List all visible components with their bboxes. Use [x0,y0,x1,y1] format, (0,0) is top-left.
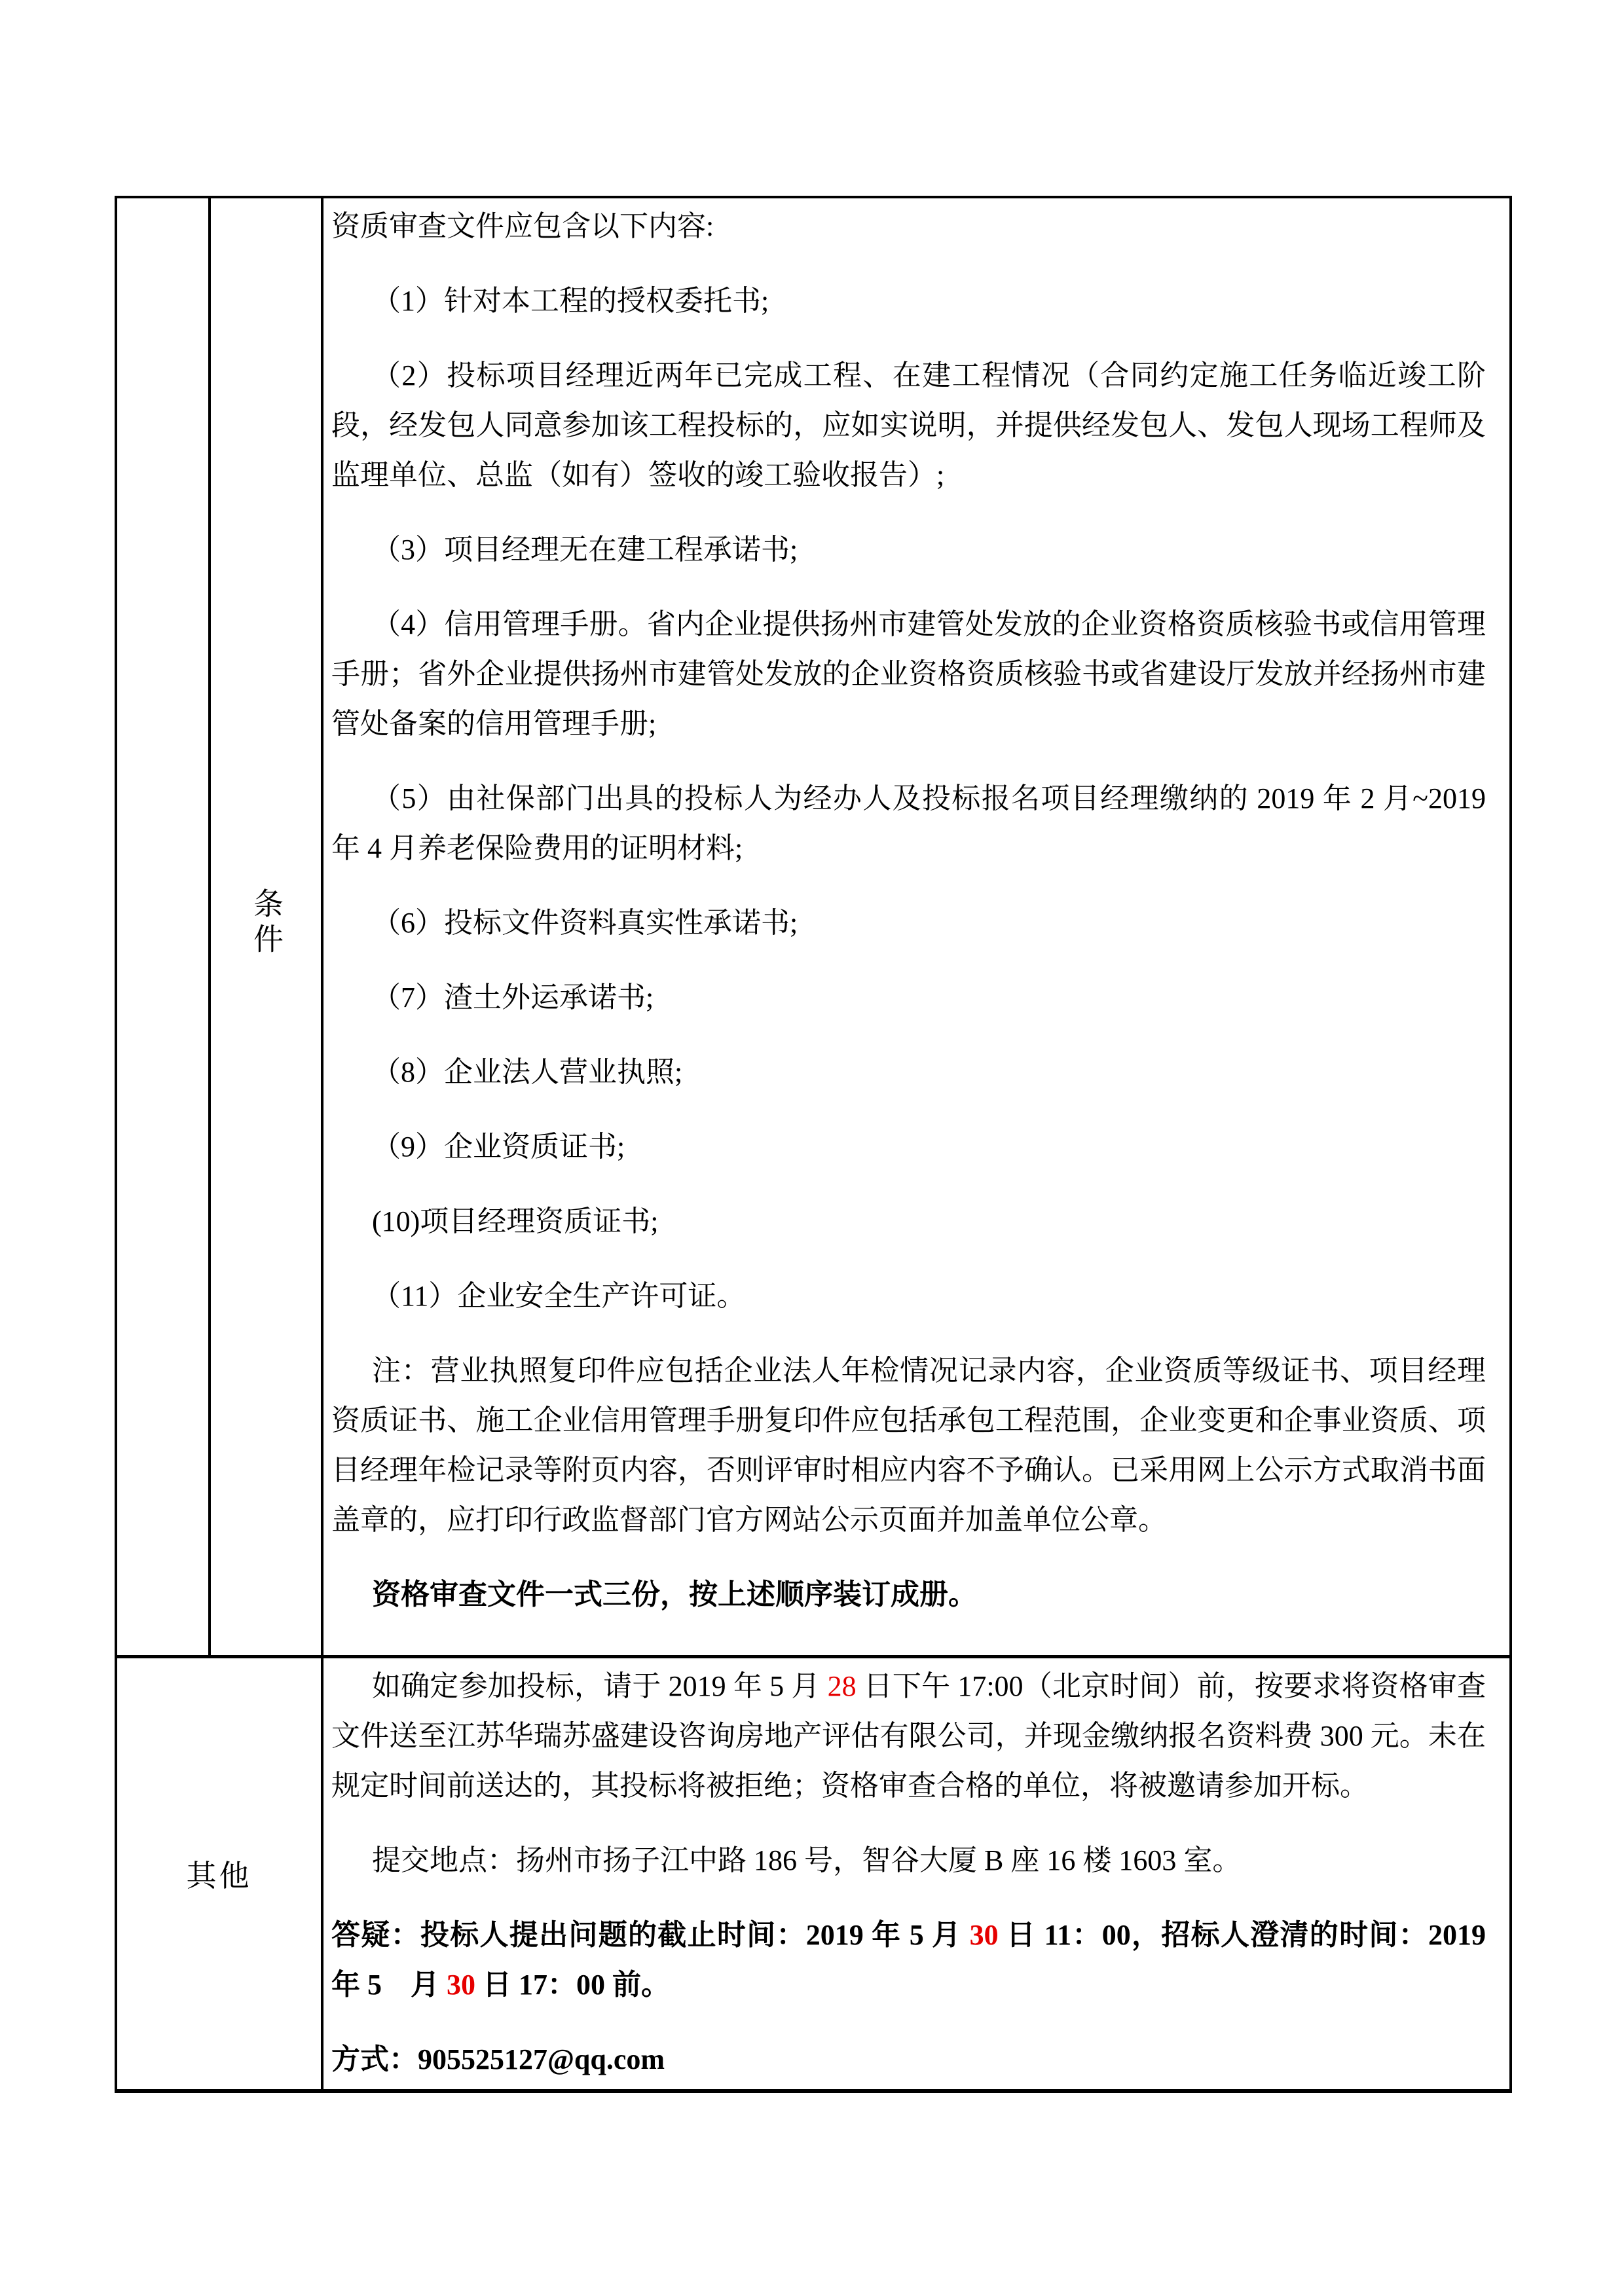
text-segment: 提交地点：扬州市扬子江中路 186 号，智谷大厦 B 座 16 楼 1603 室。 [372,1844,1242,1876]
table-row-other [116,1656,1511,2091]
paragraph [331,202,1486,251]
text-segment: (10)项目经理资质证书; [372,1205,659,1237]
text-segment: 资质审查文件应包含以下内容: [331,210,714,242]
text-segment: （11）企业安全生产许可证。 [372,1280,746,1312]
paragraph [331,600,1486,749]
text-segment: 日 17：00 前。 [475,1968,670,2001]
paragraph [331,1836,1486,1886]
empty-cell [116,197,210,1656]
paragraph [331,898,1486,948]
other-content-cell [322,1656,1511,2091]
paragraph [331,973,1486,1023]
paragraph [331,774,1486,873]
paragraph [331,2035,1486,2085]
conditions-label: 条件 [249,887,283,958]
conditions-content-cell [322,197,1511,1656]
highlighted-date: 30 [447,1968,475,2001]
paragraph [331,1197,1486,1247]
text-segment: 日 11：00，招标人澄清的时间：2019 年 5 月 [331,1918,1486,2001]
text-segment: 方式：905525127@qq.com [331,2043,665,2075]
text-segment: （1）针对本工程的授权委托书; [372,285,769,317]
text-segment: 注：营业执照复印件应包括企业法人年检情况记录内容，企业资质等级证书、项目经理资质证书、施工企业信用管理手册复印件应包括承包工程范围，企业变更和企事业资质、项目经理年检记录等附页内容，否则评审时相应内容不予确认。已采用网上公示方式取消书面盖章的，应打印行政监督部门官方网站公示页面并加盖单位公章。 [331,1355,1486,1536]
table-row-conditions [116,197,1511,1656]
text-segment: 如确定参加投标，请于 2019 年 5 月 [372,1669,828,1702]
row-label-conditions-cell [210,197,322,1656]
paragraph [331,1122,1486,1172]
paragraph [331,1570,1486,1620]
text-segment: （2）投标项目经理近两年已完成工程、在建工程情况（合同约定施工任务临近竣工阶段，经发包人同意参加该工程投标的，应如实说明，并提供经发包人、发包人现场工程师及监理单位、总监（如有）签收的竣工验收报告）; [331,359,1486,491]
paragraph [331,1271,1486,1321]
text-segment: （5）由社保部门出具的投标人为经办人及投标报名项目经理缴纳的 2019 年 2 月~2019 年 4 月养老保险费用的证明材料; [331,782,1486,864]
paragraph [331,1662,1486,1811]
qualification-table [115,196,1512,2093]
highlighted-date: 28 [827,1669,857,1702]
text-segment: （3）项目经理无在建工程承诺书; [372,534,798,566]
row-label-other-cell [116,1656,322,2091]
paragraph [331,351,1486,500]
text-segment: 答疑：投标人提出问题的截止时间：2019 年 5 月 [331,1918,970,1951]
text-segment: （6）投标文件资料真实性承诺书; [372,907,798,939]
paragraph [331,276,1486,326]
text-segment: （8）企业法人营业执照; [372,1056,683,1088]
other-label: 其他 [186,1859,252,1893]
paragraph [331,1048,1486,1097]
text-segment: （4）信用管理手册。省内企业提供扬州市建管处发放的企业资格资质核验书或信用管理手册；省外企业提供扬州市建管处发放的企业资格资质核验书或省建设厅发放并经扬州市建管处备案的信用管理手册; [331,608,1486,740]
highlighted-date: 30 [969,1918,999,1951]
paragraph [331,1910,1486,2010]
paragraph [331,525,1486,575]
text-segment: （7）渣土外运承诺书; [372,981,654,1013]
text-segment: 资格审查文件一式三份，按上述顺序装订成册。 [372,1578,977,1611]
paragraph [331,1346,1486,1545]
text-segment: 日下午 17:00（北京时间）前，按要求将资格审查文件送至江苏华瑞苏盛建设咨询房地产评估有限公司，并现金缴纳报名资料费 300 元。未在规定时间前送达的，其投标将被拒绝；资格审查合格的单位，将被邀请参加开标。 [331,1669,1486,1802]
text-segment: （9）企业资质证书; [372,1131,625,1163]
